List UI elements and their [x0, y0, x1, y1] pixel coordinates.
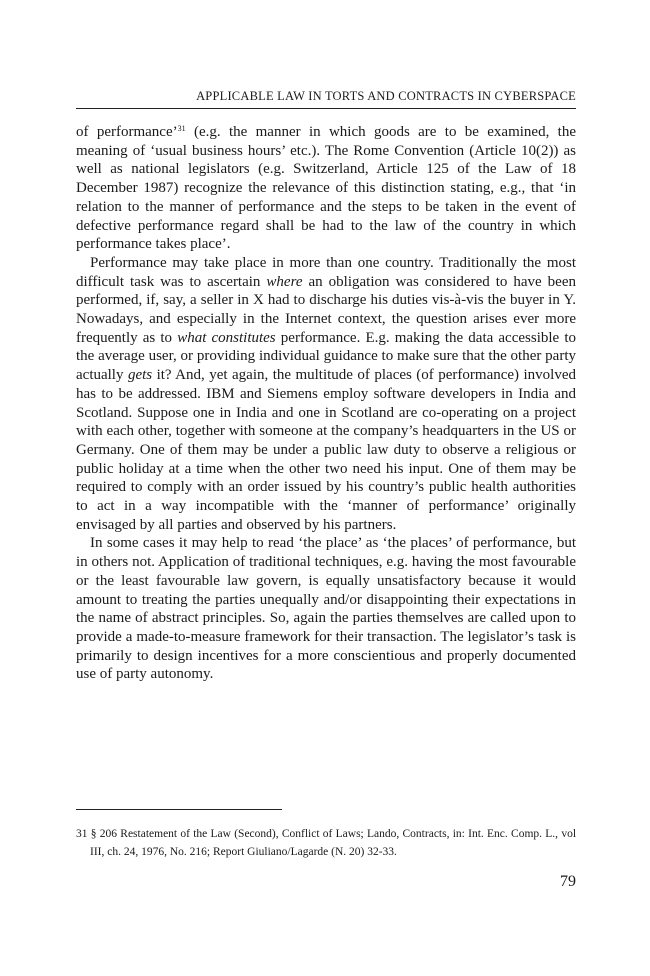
p2-text-d: it? And, yet again, the multitude of places (of performance) involved has to be addressed. IBM and Siemens employ software developers in India and Scotland. Suppose one in India and one in Scotland are co-operating on a project with each other, together with someone at the company’s headquarters in the US or Germany. One of them may be under a public law duty to observe a religious or public holiday at a time when the other two need his input. One of them may be required to comply with an order issued by his country’s public health authorities to act in a way incompatible with the ‘manner of performance’ originally envisaged by all parties and observed by his partners. [76, 367, 576, 533]
paragraph-2 [76, 254, 576, 535]
body-text [76, 123, 576, 684]
header-rule [76, 108, 576, 109]
p2-text-a: Performance may take place in more than one country. Traditionally the most difficult task was to ascertain [76, 254, 576, 290]
footnote-number: 31 [76, 828, 88, 840]
running-head: APPLICABLE LAW IN TORTS AND CONTRACTS IN CYBERSPACE [196, 89, 576, 103]
p2-text-b: an obligation was considered to have been performed, if, say, a seller in X had to discharge his duties vis-à-vis the buyer in Y. Nowadays, and especially in the Internet context, the question arises ever more frequently as to [76, 273, 576, 346]
paragraph-3: In some cases it may help to read ‘the place’ as ‘the places’ of performance, but in others not. Application of traditional techniques, e.g. having the most favourable or the least favourable law govern, is equally unsatisfactory because it would amount to treating the parties unequally and/or disappointing their expectations in the name of abstract principles. So, again the parties themselves are called upon to provide a made-to-measure framework for their transaction. The legislator’s task is primarily to design incentives for a more conscientious and properly documented use of party autonomy. [76, 535, 576, 683]
p1-text-b: (e.g. the manner in which goods are to be examined, the meaning of ‘usual business hours’ etc.). The Rome Convention (Article 10(2)) as well as national legislators (e.g. Switzerland, Article 125 of the Law of 18 December 1987) recognize the relevance of this distinction stating, e.g., that ‘in relation to the manner of performance and the steps to be taken in the event of defective performance regard shall be had to the law of the country in which performance takes place’. [76, 124, 577, 253]
p2-emphasis-gets: gets [127, 367, 153, 384]
page-number: 79 [560, 873, 576, 890]
p1-text-a: of performance’ [76, 124, 178, 140]
footnote-text: § 206 Restatement of the Law (Second), Conflict of Laws; Lando, Contracts, in: Int. Enc. Comp. L., vol III, ch. 24, 1976, No. 216; Report Giuliano/Lagarde (N. 20) 32-33. [90, 828, 577, 858]
footnote-rule [76, 809, 282, 810]
footnote-31 [76, 825, 576, 861]
p2-text-c: performance. E.g. making the data accessible to the average user, or providing individual guidance to make sure that the other party actually [76, 329, 576, 384]
p2-emphasis-what-constitutes: what constitutes [177, 329, 276, 346]
footnote-ref-31: 31 [177, 124, 186, 133]
paragraph-1 [76, 123, 576, 254]
p2-emphasis-where: where [266, 273, 303, 290]
